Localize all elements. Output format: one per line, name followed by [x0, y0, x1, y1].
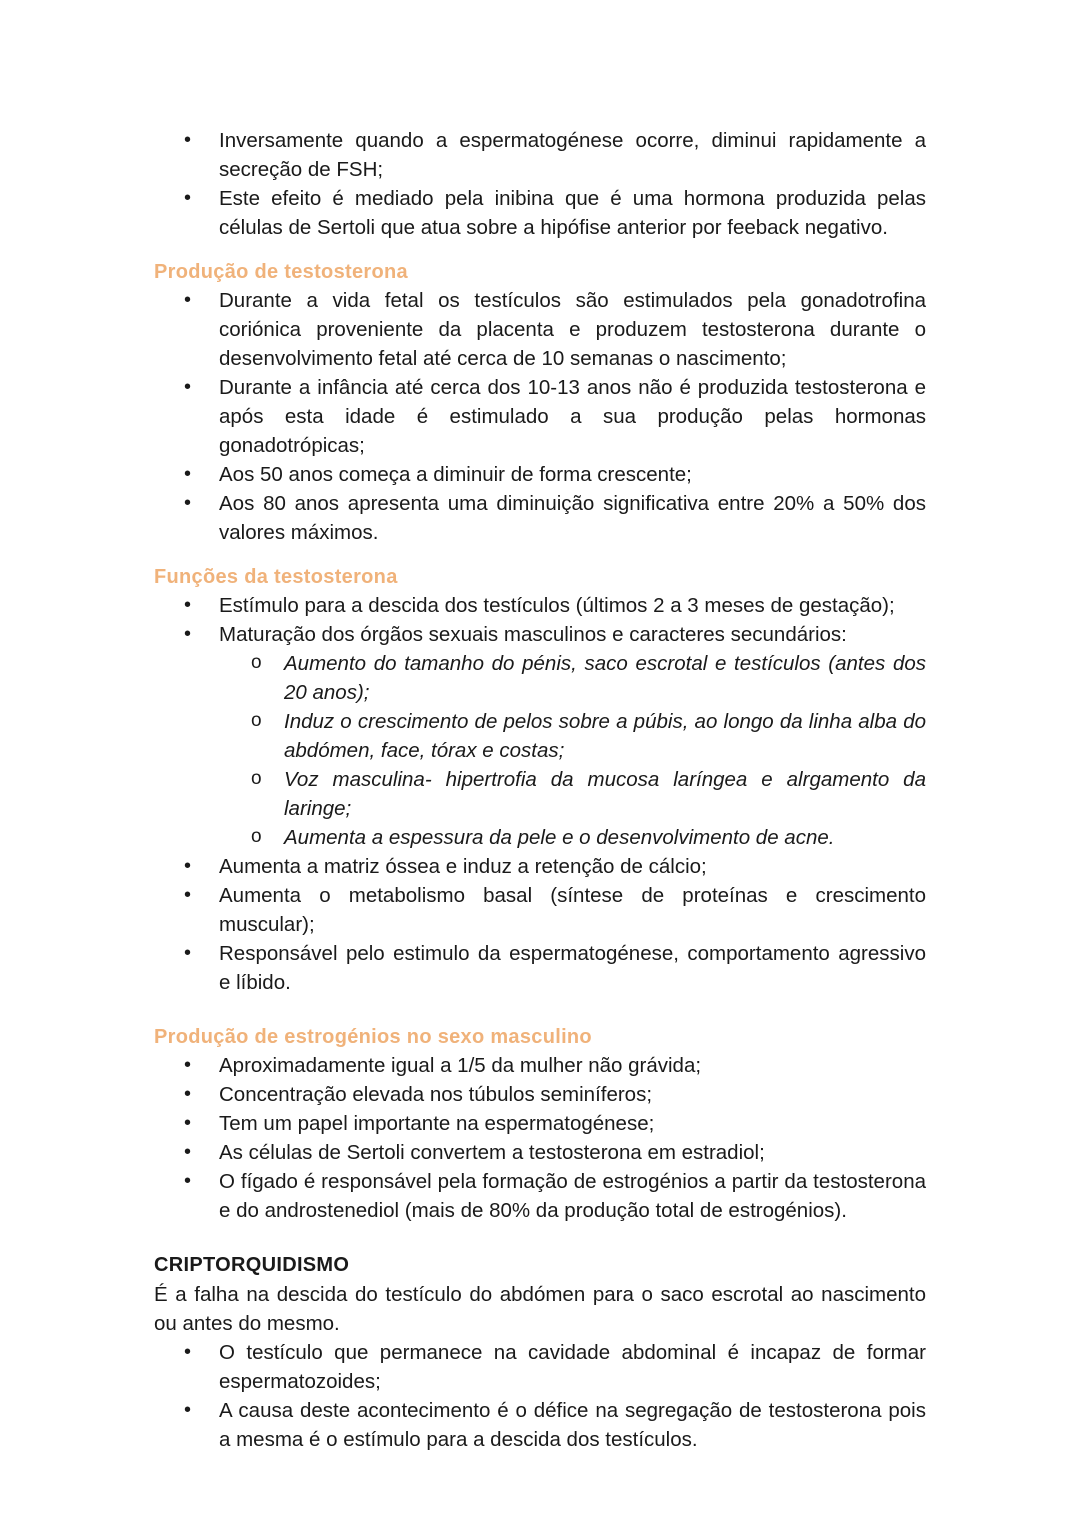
sub-list-item: o Induz o crescimento de pelos sobre a púbis, ao longo da linha alba do abdómen, face, tórax e costas;: [154, 707, 926, 765]
list-item: • Inversamente quando a espermatogénese ocorre, diminui rapidamente a secreção de FSH;: [154, 126, 926, 184]
list-item: • Aumenta a matriz óssea e induz a retenção de cálcio;: [154, 852, 926, 881]
list-item: • Este efeito é mediado pela inibina que é uma hormona produzida pelas células de Sertoli que atua sobre a hipófise anterior por feeback negativo.: [154, 184, 926, 242]
list-item: • Aos 50 anos começa a diminuir de forma crescente;: [154, 460, 926, 489]
list-item: • As células de Sertoli convertem a testosterona em estradiol;: [154, 1138, 926, 1167]
sub-list-item: o Aumento do tamanho do pénis, saco escrotal e testículos (antes dos 20 anos);: [154, 649, 926, 707]
list-item: • O testículo que permanece na cavidade abdominal é incapaz de formar espermatozoides;: [154, 1338, 926, 1396]
list-item: • Tem um papel importante na espermatogénese;: [154, 1109, 926, 1138]
list-item: • O fígado é responsável pela formação de estrogénios a partir da testosterona e do androstenediol (mais de 80% da produção total de estrogénios).: [154, 1167, 926, 1225]
sub-list-item: o Aumenta a espessura da pele e o desenvolvimento de acne.: [154, 823, 926, 852]
list-item: • Responsável pelo estimulo da espermatogénese, comportamento agressivo e líbido.: [154, 939, 926, 997]
document-page: [154, 126, 926, 1454]
list-item: • Durante a vida fetal os testículos são estimulados pela gonadotrofina coriónica proveniente da placenta e produzem testosterona durante o desenvolvimento fetal até cerca de 10 semanas o nascimento;: [154, 286, 926, 373]
section-title-producao-estrogenios: Produção de estrogénios no sexo masculino: [154, 1026, 592, 1048]
list-item: • Aos 80 anos apresenta uma diminuição significativa entre 20% a 50% dos valores máximos.: [154, 489, 926, 547]
criptorquidismo-list: [154, 1338, 926, 1454]
section-title-producao-testosterona: Produção de testosterona: [154, 261, 408, 283]
criptorquidismo-definition: É a falha na descida do testículo do abdómen para o saco escrotal ao nascimento ou antes do mesmo.: [154, 1283, 926, 1335]
list-item: • A causa deste acontecimento é o défice na segregação de testosterona pois a mesma é o estímulo para a descida dos testículos.: [154, 1396, 926, 1454]
list-item: • Maturação dos órgãos sexuais masculinos e caracteres secundários:: [154, 620, 926, 649]
intro-list: [154, 126, 926, 242]
list-item: • Aumenta o metabolismo basal (síntese de proteínas e crescimento muscular);: [154, 881, 926, 939]
list-item: • Aproximadamente igual a 1/5 da mulher não grávida;: [154, 1051, 926, 1080]
list-item: • Estímulo para a descida dos testículos (últimos 2 a 3 meses de gestação);: [154, 591, 926, 620]
section-title-criptorquidismo: CRIPTORQUIDISMO: [154, 1254, 350, 1276]
list-item: • Durante a infância até cerca dos 10-13 anos não é produzida testosterona e após esta idade é estimulado a sua produção pelas hormonas gonadotrópicas;: [154, 373, 926, 460]
funcoes-testosterona-list: [154, 591, 926, 997]
list-item: • Concentração elevada nos túbulos seminíferos;: [154, 1080, 926, 1109]
producao-testosterona-list: [154, 286, 926, 547]
sub-list-item: o Voz masculina- hipertrofia da mucosa laríngea e alrgamento da laringe;: [154, 765, 926, 823]
section-title-funcoes-testosterona: Funções da testosterona: [154, 566, 398, 588]
producao-estrogenios-list: [154, 1051, 926, 1225]
